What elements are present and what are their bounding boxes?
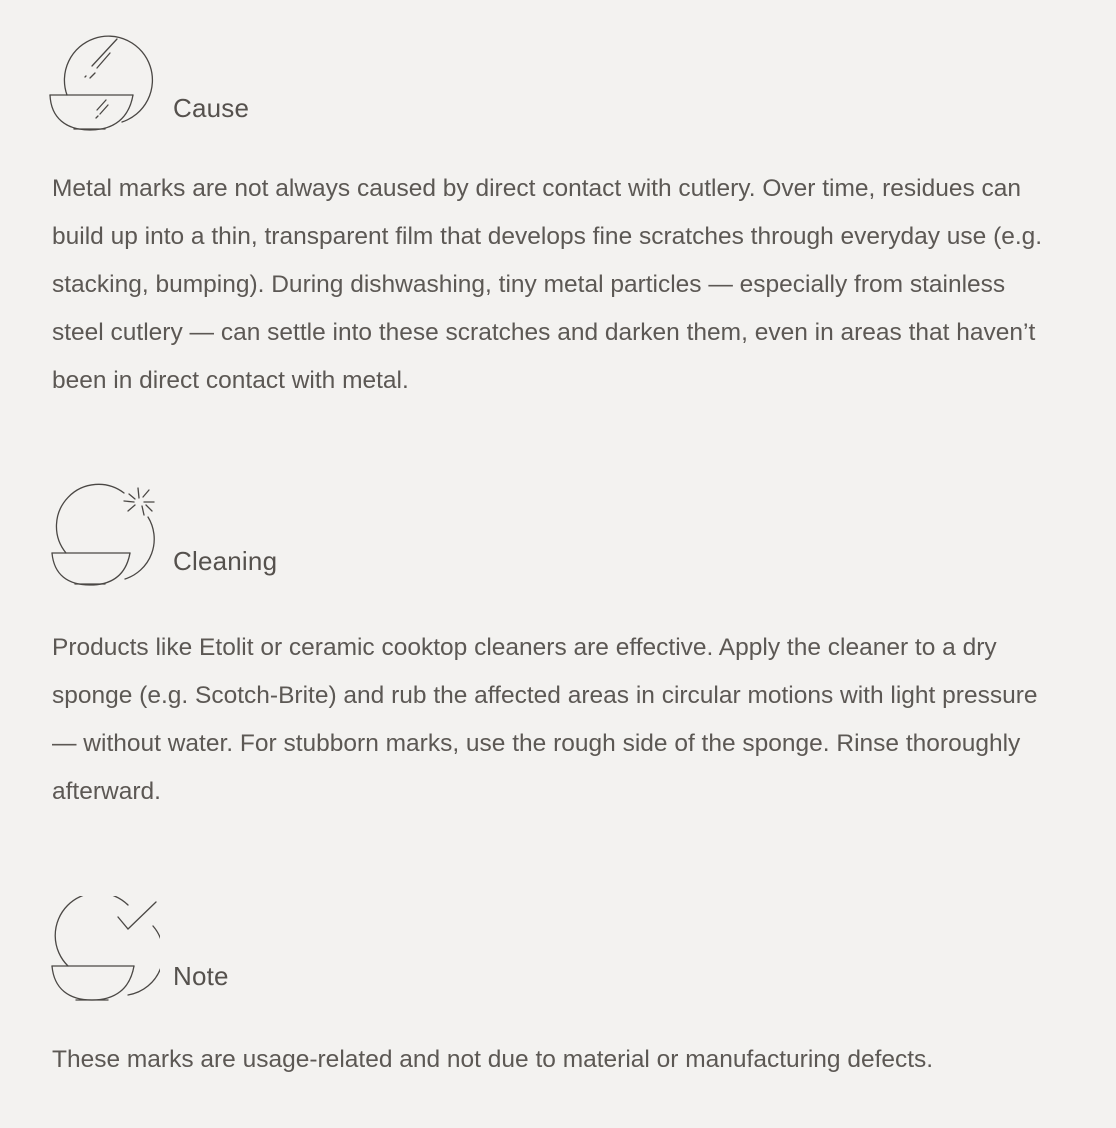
plate-bowl-scratch-icon <box>48 26 160 136</box>
section-body-text: Products like Etolit or ceramic cooktop cleaners are effective. Apply the cleaner to a dry sponge (e.g. Scotch-Brite) and rub the affected areas in circular motions with light pressure — without water. For stubborn marks, use the rough side of the sponge. Rinse thoroughly afterward. <box>52 634 1038 805</box>
section-body-text: Metal marks are not always caused by direct contact with cutlery. Over time, residues can build up into a thin, transparent film that develops fine scratches through everyday use (e.g. stacking, bumping). During dishwashing, tiny metal particles — especially from stainless steel cutlery — can settle into these scratches and darken them, even in areas that haven’t been in direct contact with metal. <box>52 175 1043 394</box>
plate-bowl-sparkle-icon <box>48 480 160 590</box>
section-cleaning-header <box>0 480 1116 590</box>
section-title: Note <box>173 961 229 991</box>
plate-bowl-checkmark-icon <box>48 896 160 1006</box>
section-cleaning <box>0 480 1116 805</box>
section-note <box>0 896 1116 1073</box>
section-title: Cleaning <box>173 546 278 576</box>
section-note-header <box>0 896 1116 1006</box>
section-cause-header <box>0 26 1116 136</box>
section-title: Cause <box>173 93 250 123</box>
section-cause <box>0 26 1116 394</box>
section-body-text: These marks are usage-related and not due to material or manufacturing defects. <box>52 1046 934 1073</box>
